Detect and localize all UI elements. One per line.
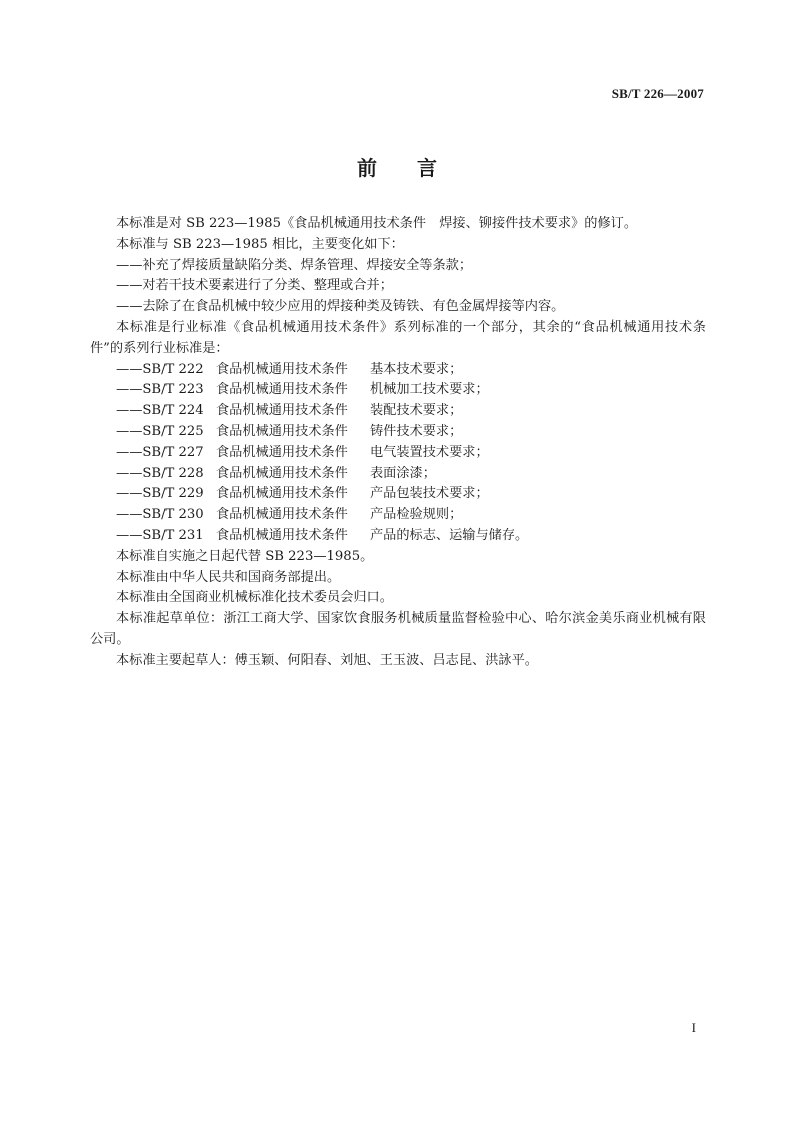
standard-ref-topic: 电气装置技术要求； [370, 444, 489, 460]
standard-ref-topic: 产品检验规则； [370, 507, 463, 523]
page-number: I [691, 1020, 696, 1035]
standard-ref-code: ——SB/T 231 [116, 527, 204, 543]
standard-ref-series: 食品机械通用技术条件 [216, 465, 348, 481]
series-standard-item [90, 422, 706, 443]
standard-ref-code: ——SB/T 229 [116, 486, 204, 502]
paragraph-replaces: 本标准自实施之日起代替 SB 223—1985。 [116, 548, 374, 564]
series-standard-item [90, 401, 706, 422]
standard-ref-code: ——SB/T 223 [116, 382, 204, 398]
paragraph-drafting-units: 本标准起草单位：浙江工商大学、国家饮食服务机械质量监督检验中心、哈尔滨金美乐商业机械有限公司。 [90, 611, 706, 647]
standard-ref-code: ——SB/T 228 [116, 465, 204, 481]
series-standard-item [90, 526, 706, 547]
change-item: ——补充了焊接质量缺陷分类、焊条管理、焊接安全等条款； [116, 257, 473, 273]
series-standard-item [90, 484, 706, 505]
series-standard-item [90, 360, 706, 381]
series-standard-item [90, 380, 706, 401]
standard-ref-series: 食品机械通用技术条件 [216, 527, 348, 543]
standard-ref-code: ——SB/T 225 [116, 423, 204, 439]
paragraph-series-intro: 本标准是行业标准《食品机械通用技术条件》系列标准的一个部分，其余的“食品机械通用技术条件”的系列行业标准是： [90, 319, 706, 356]
standard-ref-topic: 产品的标志、运输与储存。 [370, 527, 529, 543]
standard-ref-topic: 表面涂漆； [370, 465, 436, 481]
standard-ref-series: 食品机械通用技术条件 [216, 361, 348, 377]
standard-ref-series: 食品机械通用技术条件 [216, 382, 348, 398]
series-standard-item [90, 443, 706, 464]
standard-ref-series: 食品机械通用技术条件 [216, 423, 348, 439]
page-title: 前言 [357, 156, 477, 180]
standard-ref-topic: 产品包装技术要求； [370, 486, 489, 502]
foreword-body [90, 214, 706, 672]
series-standard-item [90, 464, 706, 485]
standard-ref-code: ——SB/T 227 [116, 444, 204, 460]
standard-ref-series: 食品机械通用技术条件 [216, 507, 348, 523]
paragraph-drafters: 本标准主要起草人：傅玉颖、何阳春、刘旭、王玉波、吕志昆、洪詠平。 [116, 652, 538, 668]
standard-ref-code: ——SB/T 224 [116, 403, 204, 419]
standard-ref-code: ——SB/T 222 [116, 361, 204, 377]
paragraph-proposed-by: 本标准由中华人民共和国商务部提出。 [116, 569, 341, 585]
paragraph-revision: 本标准是对 SB 223—1985《食品机械通用技术条件 焊接、铆接件技术要求》的修订。 [116, 216, 638, 231]
paragraph-changes-intro: 本标准与 SB 223—1985 相比，主要变化如下： [116, 236, 404, 252]
standard-ref-topic: 装配技术要求； [370, 403, 463, 419]
standard-ref-series: 食品机械通用技术条件 [216, 444, 348, 460]
standard-ref-topic: 铸件技术要求； [370, 423, 463, 439]
standard-ref-topic: 机械加工技术要求； [370, 382, 489, 398]
series-standard-item [90, 505, 706, 526]
standard-code-header: SB/T 226—2007 [611, 86, 704, 101]
standard-ref-code: ——SB/T 230 [116, 507, 204, 523]
change-item: ——对若干技术要素进行了分类、整理或合并； [116, 278, 393, 294]
standard-ref-topic: 基本技术要求； [370, 361, 463, 377]
paragraph-administered-by: 本标准由全国商业机械标准化技术委员会归口。 [116, 590, 393, 606]
standard-ref-series: 食品机械通用技术条件 [216, 403, 348, 419]
standard-ref-series: 食品机械通用技术条件 [216, 486, 348, 502]
change-item: ——去除了在食品机械中较少应用的焊接种类及铸铁、有色金属焊接等内容。 [116, 299, 565, 315]
